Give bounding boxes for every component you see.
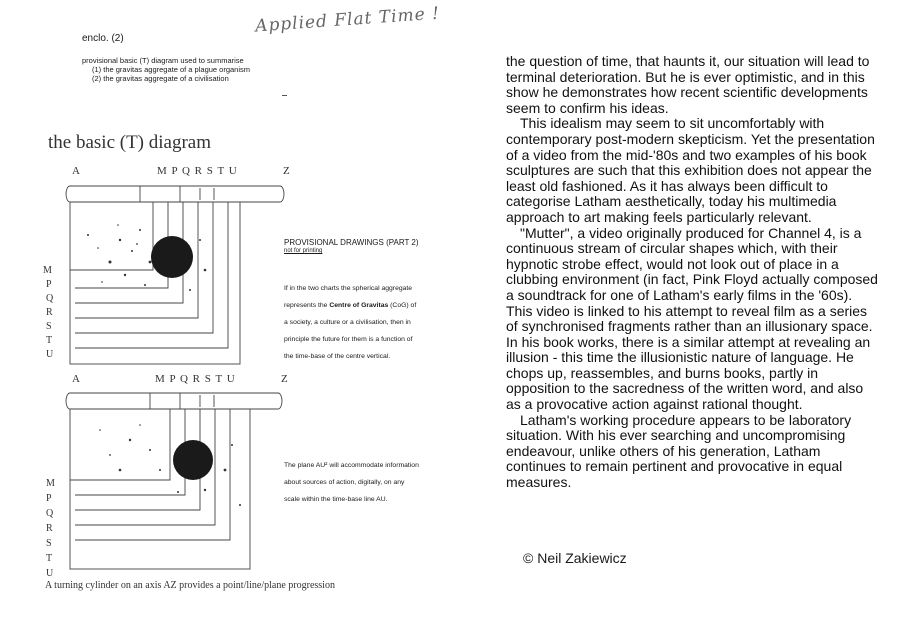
axis-letters: M P Q R S T U — [157, 165, 237, 177]
note-emphasis: Centre of Gravitas — [329, 302, 389, 309]
side-letter: T — [46, 553, 53, 564]
note-line: If in the two charts the spherical aggregate — [284, 285, 413, 292]
side-letter: U — [46, 568, 54, 579]
drawings-heading: PROVISIONAL DRAWINGS (PART 2) — [284, 238, 419, 247]
provisional-line: provisional basic (T) diagram used to summarise — [82, 56, 244, 65]
note-line: the time-base of the centre vertical. — [284, 353, 391, 360]
side-letter: T — [46, 335, 53, 346]
side-letter: R — [46, 523, 53, 534]
note-line: The plane AU² will accommodate information — [284, 462, 419, 469]
note-fragment: represents the — [284, 302, 330, 309]
note-fragment: (CoG) of — [388, 302, 417, 309]
axis-label-z: Z — [283, 165, 290, 177]
article-paragraph: This idealism may seem to sit uncomfortably with contemporary post-modern skepticism. Yet the presentation of a video from the mid-'80s and two examples of his book sculptures are such that this exhibition does not appear the least old fashioned. As it has always been difficult to categorise Latham aesthetically, today his multimedia approach to art making feels particularly relevant. — [506, 115, 875, 225]
note-line: scale within the time-base line AU. — [284, 496, 388, 503]
side-letter: Q — [46, 508, 54, 519]
handwritten-note: Applied Flat Time ! — [254, 3, 441, 37]
gravitas-sphere-2 — [173, 440, 213, 480]
note-line: a society, a culture or a civilisation, then in — [284, 319, 411, 326]
author-credit: © Neil Zakiewicz — [523, 550, 627, 566]
side-letter: R — [46, 307, 53, 318]
side-letter: Q — [46, 293, 54, 304]
note-line: about sources of action, digitally, on any — [284, 479, 405, 486]
side-letter: U — [46, 349, 54, 360]
drawings-subheading: not for printing — [284, 248, 323, 254]
diagram-caption: A turning cylinder on an axis AZ provides a point/line/plane progression — [45, 580, 335, 591]
side-letter: S — [46, 321, 52, 332]
side-letter: M — [43, 265, 52, 276]
right-page — [470, 0, 900, 637]
article-paragraph: the question of time, that haunts it, our situation will lead to terminal deterioration. But he is ever optimistic, and in this show he demonstrates how recent scientific developments seem to confirm his ideas. — [506, 53, 870, 116]
side-letter: M — [46, 478, 55, 489]
side-letter: S — [46, 538, 52, 549]
axis-letters: M P Q R S T U — [155, 373, 235, 385]
enclosure-label: enclo. (2) — [82, 33, 124, 44]
axis-label-a: A — [72, 165, 80, 177]
axis-label-z: Z — [281, 373, 288, 385]
note-line: principle the future for them is a function of — [284, 336, 413, 343]
article-paragraph: Latham's working procedure appears to be laboratory situation. With his ever searching and uncompromising endeavour, unlike others of his generation, Latham continues to remain pertinent and provocative in equal measures. — [506, 411, 852, 491]
diagram-title: the basic (T) diagram — [48, 132, 212, 153]
diagram-note-2 — [284, 457, 444, 508]
provisional-line: (1) the gravitas aggregate of a plague organism — [92, 65, 251, 74]
provisional-line: (2) the gravitas aggregate of a civilisation — [92, 74, 229, 83]
article-paragraph: "Mutter", a video originally produced for Channel 4, is a continuous stream of circular shapes which, with their hypnotic strobe effect, would not look out of place in a clubbing environment (in fact, Pink Floyd actually composed a soundtrack for one of Latham's early films in the '60s). This video is linked to his attempt to reveal film as a series of synchronised fragments rather than an illusionary space. In his book works, there is a similar attempt at revealing an illusion - this time the illusionistic nature of language. He chops up, reassembles, and burns books, partly in opposition to the sacredness of the written word, and also as a provocative action against rational thought. — [506, 224, 878, 413]
side-letter: P — [46, 279, 52, 290]
axis-label-a: A — [72, 373, 80, 385]
side-letter: P — [46, 493, 52, 504]
article-body — [506, 54, 881, 491]
